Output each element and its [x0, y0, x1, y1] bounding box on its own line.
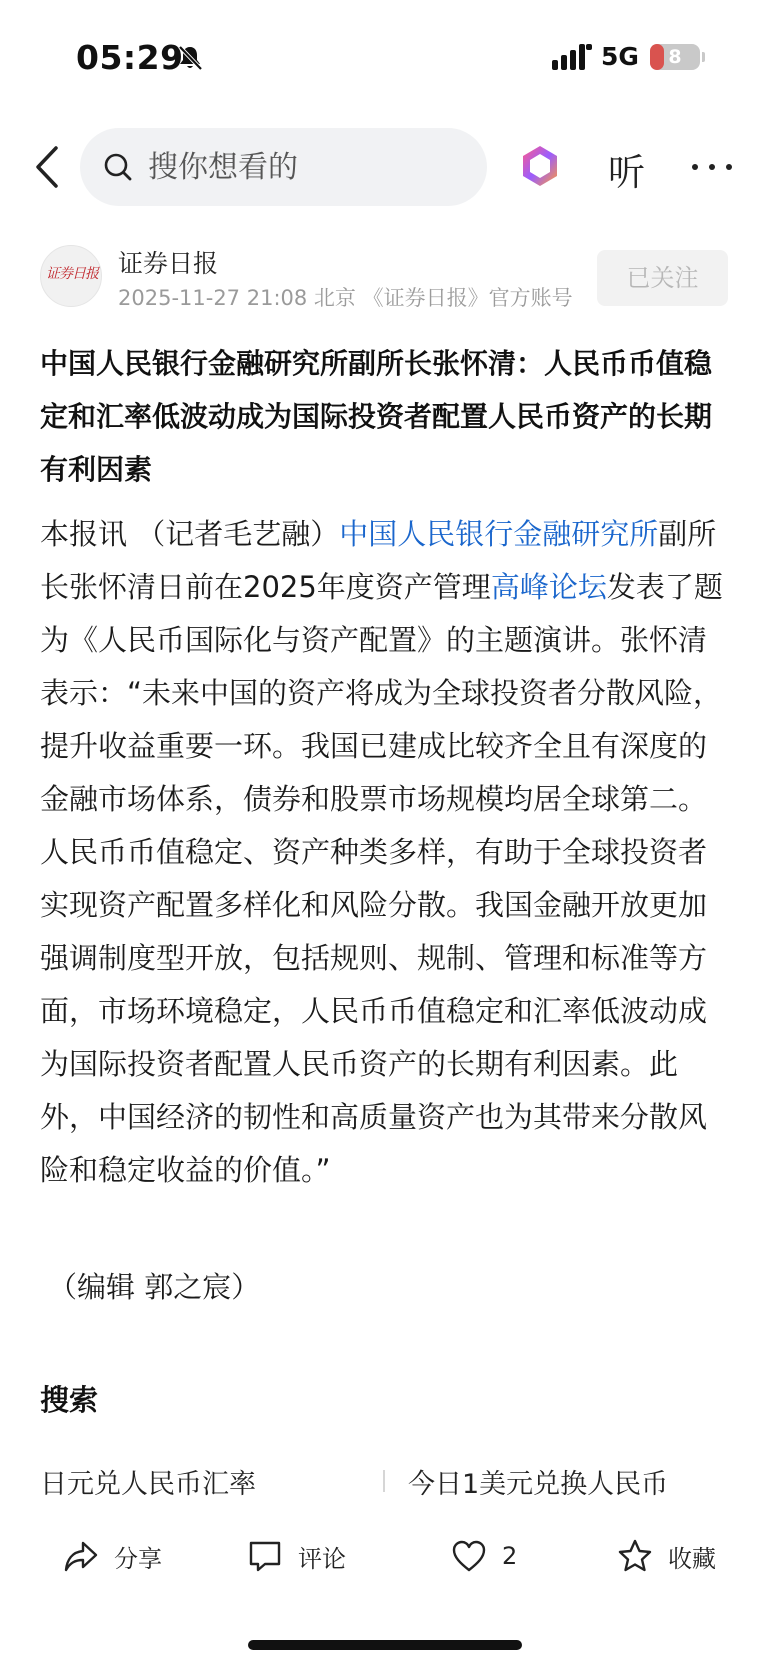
bell-slash-icon: [176, 44, 204, 72]
search-section-heading: 搜索: [40, 1383, 99, 1417]
battery-level: 8: [668, 46, 682, 68]
author-meta: 2025-11-27 21:08 北京 《证券日报》官方账号: [118, 286, 573, 310]
back-icon[interactable]: [30, 142, 66, 192]
battery-icon: [650, 44, 700, 70]
comment-button[interactable]: [246, 1534, 346, 1578]
search-suggestion[interactable]: 日元兑人民币汇率: [40, 1469, 256, 1500]
avatar[interactable]: [40, 245, 102, 307]
comment-icon: [246, 1537, 284, 1575]
collect-label: 收藏: [668, 1544, 716, 1573]
search-icon: [102, 151, 134, 183]
collect-button[interactable]: [616, 1534, 716, 1578]
app-logo-icon[interactable]: [518, 144, 562, 188]
editor-note: （编辑 郭之宸）: [48, 1270, 261, 1304]
avatar-logo-text: 证券日报: [46, 266, 98, 282]
share-icon: [62, 1537, 100, 1575]
battery-nub: [702, 52, 705, 62]
status-bar: [0, 0, 769, 110]
link-summit-forum[interactable]: 高峰论坛: [490, 570, 607, 604]
heart-icon: [450, 1537, 488, 1575]
star-icon: [616, 1537, 654, 1575]
suggestion-divider: [383, 1470, 385, 1492]
link-pboc-institute[interactable]: 中国人民银行金融研究所: [339, 517, 659, 551]
like-button[interactable]: [450, 1534, 517, 1578]
author-name[interactable]: 证券日报: [118, 249, 219, 278]
article-title: 中国人民银行金融研究所副所长张怀清：人民币币值稳定和汇率低波动成为国际投资者配置人民币资产的长期有利因素: [40, 347, 713, 486]
status-time: 05:29: [76, 38, 184, 77]
search-box[interactable]: [80, 128, 487, 206]
search-suggestion[interactable]: 今日1美元兑换人民币: [408, 1469, 669, 1500]
network-label: 5G: [601, 42, 639, 71]
comment-label: 评论: [298, 1544, 346, 1573]
body-prefix: 本报讯 （记者毛艺融）: [40, 517, 340, 551]
search-input[interactable]: [146, 128, 466, 206]
share-label: 分享: [114, 1544, 162, 1573]
like-count: 2: [502, 1542, 518, 1570]
listen-button[interactable]: 听: [608, 151, 645, 194]
follow-button[interactable]: 已关注: [597, 250, 728, 306]
signal-icon: [552, 44, 592, 70]
more-icon[interactable]: [690, 162, 734, 172]
share-button[interactable]: [62, 1534, 162, 1578]
home-indicator[interactable]: [248, 1640, 522, 1650]
body-mid: 副所长张怀清日前在2025年度资产管理: [40, 517, 717, 604]
body-rest: 发表了题为《人民币国际化与资产配置》的主题演讲。张怀清表示：“未来中国的资产将成为全球投资者分散风险，提升收益重要一环。我国已建成比较齐全且有深度的金融市场体系，债券和股票市场规模均居全球第二。人民币币值稳定、资产种类多样，有助于全球投资者实现资产配置多样化和风险分散。我国金融开放更加强调制度型开放，包括规则、规制、管理和标准等方面，市场环境稳定，人民币币值稳定和汇率低波动成为国际投资者配置人民币资产的长期有利因素。此外，中国经济的韧性和高质量资产也为其带来分散风险和稳定收益的价值。”: [40, 570, 723, 1187]
article-body: [40, 508, 730, 1197]
